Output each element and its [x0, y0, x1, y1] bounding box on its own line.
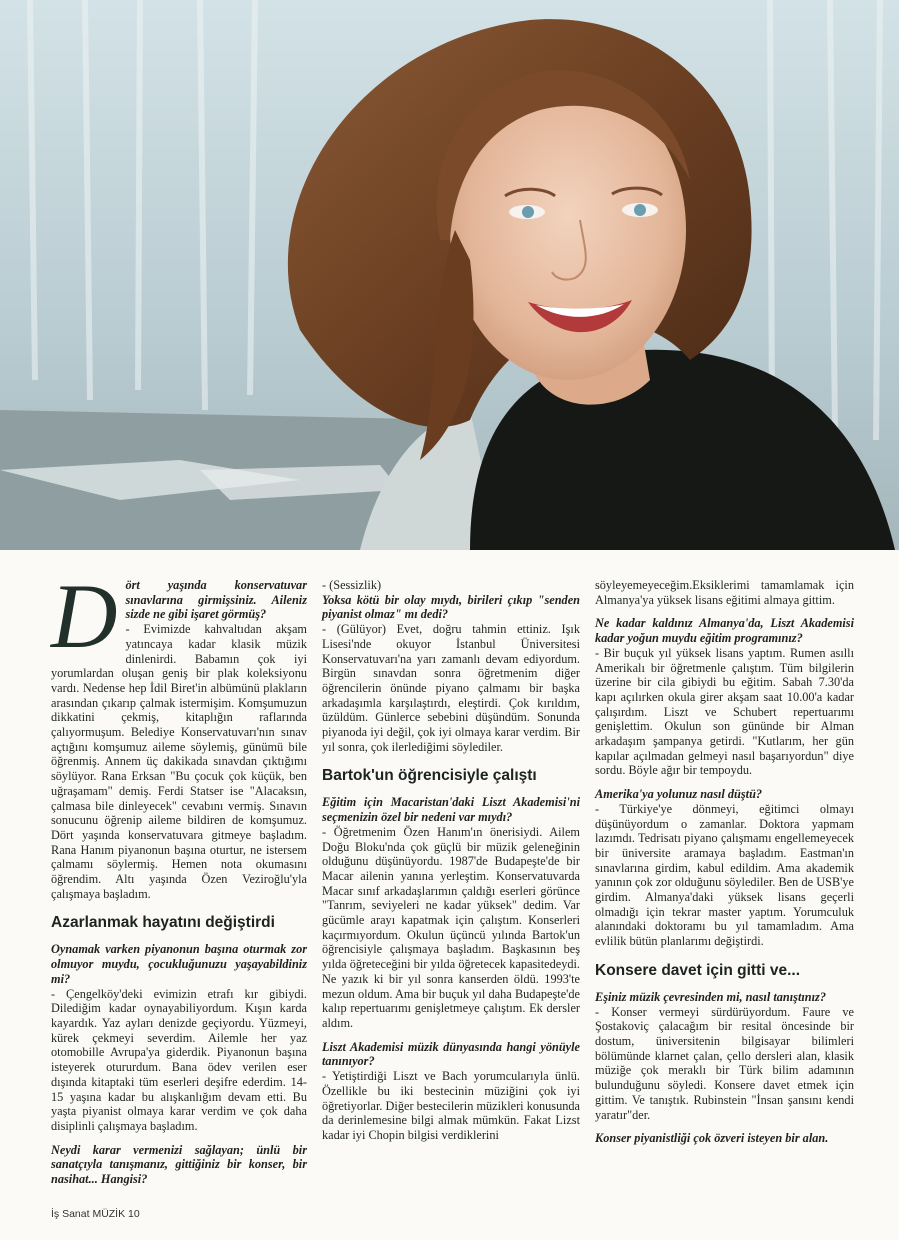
column-1	[51, 565, 307, 1187]
question: Ne kadar kaldınız Almanya'da, Liszt Akademisi kadar yoğun muydu eğitim programınız?	[595, 616, 854, 646]
column-3	[595, 578, 854, 1146]
answer: - Bir buçuk yıl yüksek lisans yaptım. Rumen asıllı Amerikalı bir öğretmenle çalıştım. Tüm bilgilerin üzerine bir cila gibiydi bu eğitim. Sabah 7.30'da kapı açılırken okula girer akşam saat 10.00'a kadar çalışırdım. Liszt ve Schubert repertuarımı genişlettim. Okulun son gününde bir Alman arkadaşım şampanya getirdi. "Kutlarım, her gün kapılar açılmadan gelmeyi nasıl başarıyordun" diye sordu. Böyle ağır bir tempoydu.	[595, 645, 854, 778]
answer: - Öğretmenim Özen Hanım'ın önerisiydi. Ailem Doğu Bloku'nda çok güçlü bir müzik geleneğinin olduğunu düşünüyordu. 1987'de Budapeşte'de bir Macar ailenin yanına yerleştim. Konservatuvarda Macar sınıf arkadaşlarımın çaldığı eserleri görünce "Tanrım, seviyeleri ne kadar yüksek" dedim. Var gücümle arayı kapatmak için çalıştım. Konserleri kaçırmıyordum. Okulun üçüncü yılında Bartok'un öğrencisiyle çalışmaya başladım. Başkasının beş yılda öğreteceğini bir yılda öğretecek kapasitedeydi. Ne yazık ki bir yıl sonra kanserden öldü. 1993'te mezun oldum. Ama bir buçuk yıl daha Budapeşte'de kalıp repertuarımı genişletmeye çalıştım. Ek dersler aldım.	[322, 824, 580, 1030]
answer: - (Sessizlik)	[322, 578, 382, 592]
portrait-photo	[0, 0, 899, 550]
question: ört yaşında konservatuvar sınavlarına girmişsiniz. Aileniz sizde ne gibi işaret görmüş?	[125, 578, 307, 622]
question: Oynamak varken piyanonun başına oturmak zor olmuyor muydu, çocukluğunuzu yaşayabildiniz mi?	[51, 942, 307, 986]
question: Amerika'ya yolunuz nasıl düştü?	[595, 787, 763, 802]
closing-question: Konser piyanistliği çok özveri isteyen bir alan.	[595, 1131, 829, 1146]
question: Yoksa kötü bir olay mıydı, birileri çıkıp "senden piyanist olmaz" mı dedi?	[322, 592, 580, 622]
answer: söyleyemeyeceğim.Eksiklerimi tamamlamak için Almanya'ya yüksek lisans eğitimi almaya gittim.	[595, 578, 854, 607]
answer: - Evimizde kahvaltıdan akşam yatıncaya kadar klasik müzik dinlenirdi. Babamın çok iyi yorumlardan oluşan geniş bir plak koleksiyonu vardı. Nedense hep İdil Biret'in albümünü plakların arasından çıkarıp çalmak istermişim. Komşumuzun dikkatini çekmiş, kitaplığın raflarında çalıyormuşum. Belediye Konservatuvarı'nın sınav açtığını komşumuz aileme söylemiş, günümü bile öğrenmiş. Annem üç dakikada sınavdan çıktığımı söylüyor. Rana Erksan "Bu çocuk çok küçük, ben uğraşamam" demiş. Ferdi Statser ise "Alacaksın, çalmasa bile dinleyecek" cevabını vermiş. Sınavın sonucunu öğrenip aileme bildiren de komşumuz. Dört yaşında konservatuvara gitmeye başladım. Rana Hanım piyanonun başına oturtur, ne istersem çalmamı söylermiş. Hemen nota okumasını öğrendim. Altı yaşında Özen Veziroğlu'yla çalışmaya başladım.	[51, 622, 307, 901]
answer: - (Gülüyor) Evet, doğru tahmin ettiniz. Işık Lisesi'nde okuyor İstanbul Üniversitesi Konservatuvarı'na yarı zamanlı devam ediyordum. Birgün sınavdan sonra öğretmenim diğer öğrencilerin önünde piyano çalmamı bir başka arkadaşımla karşılaştırdı, eleştirdi. Çok kırıldım, üzüldüm. Günlerce sebebini düşündüm. Sonunda piyanoda iyi değil, çok iyi olmaya karar verdim. Bir yıl sonra, çok ilerlediğimi söylediler.	[322, 622, 580, 754]
column-2	[322, 578, 580, 1143]
portrait-illustration	[0, 0, 899, 550]
question: Eğitim için Macaristan'daki Liszt Akademisi'ni seçmenizin özel bir nedeni var mıydı?	[322, 795, 580, 825]
page-footer: İş Sanat MÜZİK 10	[51, 1208, 140, 1220]
section-heading: Azarlanmak hayatını değiştirdi	[51, 914, 275, 932]
section-heading: Bartok'un öğrencisiyle çalıştı	[322, 767, 537, 785]
answer: - Çengelköy'deki evimizin etrafı kır gibiydi. Dilediğim kadar oynayabiliyordum. Kışın karda kayardık. Yaz ayları denizde geçiyordu. Yüzmeyi, kürek çekmeyi severdim. Ailemle her yaz otomobille Avrupa'ya giderdik. Piyanonun başına isteyerek otururdum. Bana ödev verilen eser dışında kitaptaki tüm eserleri deşifre ederdim. 14-15 yaşına kadar bu alışkanlığım devam etti. Bu yaşta piyanist olmaya karar verdim ve çok daha disiplinli çalışmaya başladım.	[51, 986, 307, 1133]
question: Liszt Akademisi müzik dünyasında hangi yönüyle tanınıyor?	[322, 1039, 580, 1069]
section-heading: Konsere davet için gitti ve...	[595, 961, 801, 979]
drop-cap: D	[51, 565, 118, 667]
question: Neydi karar vermenizi sağlayan; ünlü bir sanatçıyla tanışmanız, gittiğiniz bir konser, bir nasihat... Hangisi?	[51, 1142, 307, 1187]
question: Eşiniz müzik çevresinden mi, nasıl tanıştınız?	[595, 989, 826, 1004]
answer: - Konser vermeyi sürdürüyordum. Faure ve Şostakoviç çalacağım bir resital öncesinde bir dostum, üniversitenin bilgisayar bilimleri bölümünde klarnet çalan, çello dersleri alan, klasik müziğe çok meraklı bir Türk bilim adamının bulunduğunu söyledi. Konsere davet etmek için gittim. Ve tanıştık. Rubinstein "İnsan şansını kendi yaratır"der.	[595, 1004, 854, 1122]
answer: - Türkiye'ye dönmeyi, eğitimci olmayı düşünüyordum o zamanlar. Doktora yapmam lazımdı. Tedrisatı piyano çalışmamı engellemeyecek bir üniversite aramaya başladım. Eastman'ın sınavlarına girdim, kabul edildim. Ama akademik yanının çok zor olduğunu söylediler. Ben de USB'ye girdim. Almanya'daki yüksek lisans geçerli olmadığı için tekrar master yaptım. Yorumculuk alanındaki doktoramı bu yıl tamamladım. Ama evlilik bütün planlarımı değiştirdi.	[595, 801, 854, 949]
answer: - Yetiştirdiği Liszt ve Bach yorumcularıyla ünlü. Özellikle bu iki bestecinin müziğini çok iyi öğretiyorlar. Diğer bestecilerin müzikleri konusunda da derinlemesine bilgi almak mümkün. Fakat Lizst kadar iyi Chopin bilgisi verdiklerini	[322, 1069, 580, 1142]
